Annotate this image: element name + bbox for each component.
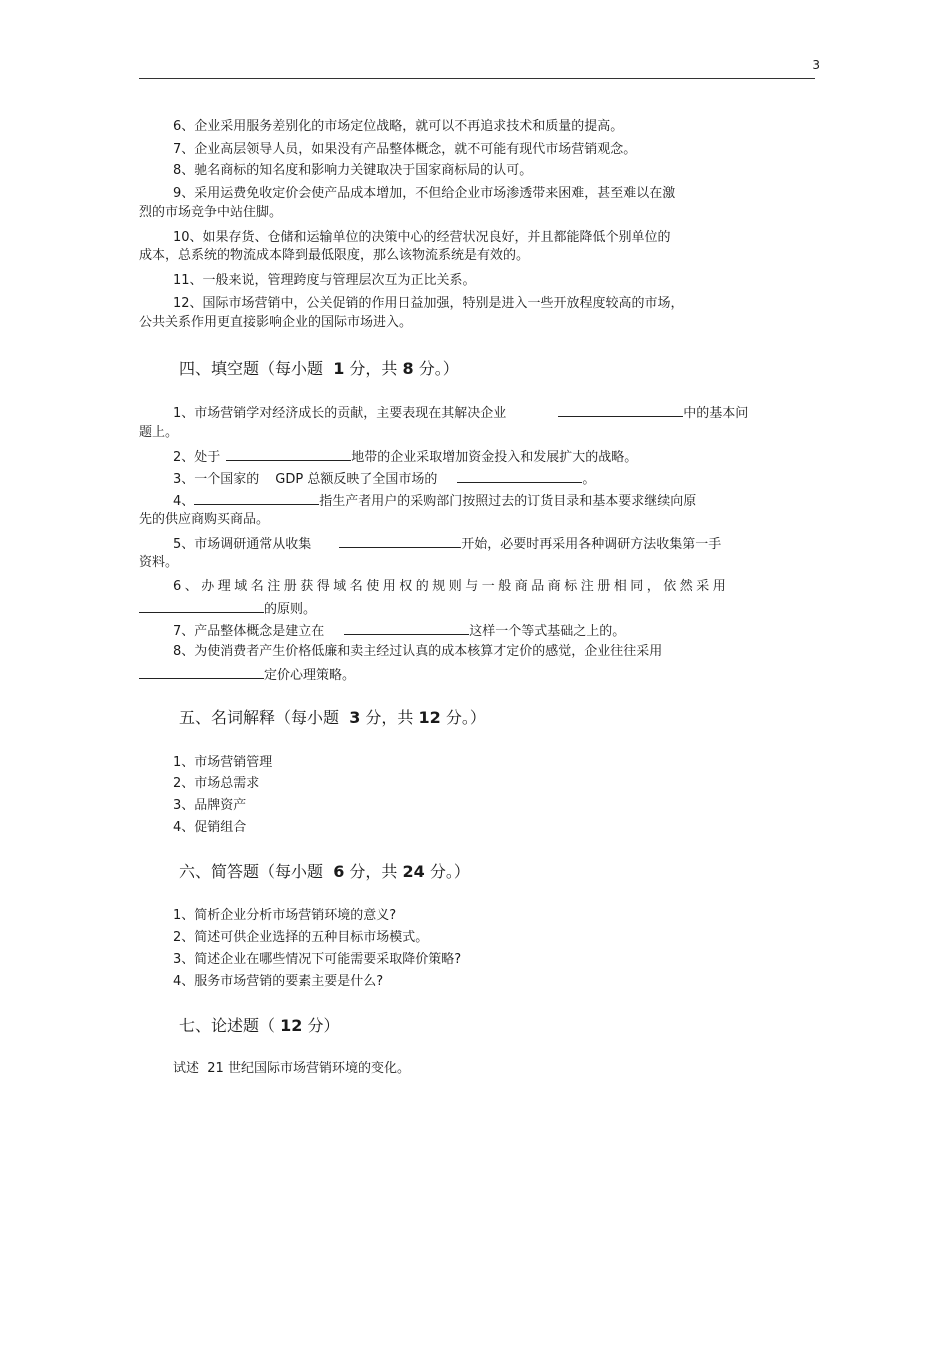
short-answer-item-3: 3、简述企业在哪些情况下可能需要采取降价策略? [173, 952, 462, 967]
fill-item-5: 5、市场调研通常从收集 开始，必要时再采用各种调研方法收集第一手 [173, 537, 722, 552]
answer-blank [344, 622, 469, 635]
fill-item-1-cont: 题上。 [139, 425, 179, 440]
judgement-item-8: 8、驰名商标的知名度和影响力关键取决于国家商标局的认可。 [173, 163, 533, 178]
short-answer-item-4: 4、服务市场营销的要素主要是什么? [173, 974, 384, 989]
fill-item-4-cont: 先的供应商购买商品。 [139, 512, 270, 527]
fill-item-4: 4、 指生产者用户的采购部门按照过去的订货目录和基本要求继续向原 [173, 494, 697, 509]
essay-question: 试述 21 世纪国际市场营销环境的变化。 [173, 1061, 410, 1076]
answer-blank [139, 666, 264, 679]
section-heading-fill-in: 四、填空题（每小题 1 分，共 8 分。） [179, 359, 459, 378]
short-answer-item-1: 1、简析企业分析市场营销环境的意义? [173, 908, 397, 923]
section-heading-essay: 七、论述题（ 12 分） [179, 1016, 340, 1035]
page-number: 3 [812, 58, 820, 72]
answer-blank [558, 404, 683, 417]
judgement-item-7: 7、企业高层领导人员，如果没有产品整体概念，就不可能有现代市场营销观念。 [173, 142, 637, 157]
fill-item-2: 2、处于 地带的企业采取增加资金投入和发展扩大的战略。 [173, 450, 638, 465]
term-item-1: 1、市场营销管理 [173, 755, 273, 770]
term-item-3: 3、品牌资产 [173, 798, 247, 813]
judgement-item-10: 10、如果存货、仓储和运输单位的决策中心的经营状况良好，并且都能降低个别单位的 [173, 230, 671, 245]
judgement-item-10-cont: 成本，总系统的物流成本降到最低限度，那么该物流系统是有效的。 [139, 248, 530, 263]
term-item-2: 2、市场总需求 [173, 776, 260, 791]
fill-item-3: 3、一个国家的 GDP 总额反映了全国市场的 。 [173, 472, 596, 487]
answer-blank [194, 492, 319, 505]
judgement-item-6: 6、企业采用服务差别化的市场定位战略，就可以不再追求技术和质量的提高。 [173, 119, 624, 134]
section-heading-term-explanation: 五、名词解释（每小题 3 分，共 12 分。） [179, 708, 486, 727]
judgement-item-11: 11、一般来说，管理跨度与管理层次互为正比关系。 [173, 273, 476, 288]
short-answer-item-2: 2、简述可供企业选择的五种目标市场模式。 [173, 930, 429, 945]
answer-blank [139, 600, 264, 613]
fill-item-6: 6、办理域名注册获得域名使用权的规则与一般商品商标注册相同，依然采用 [173, 579, 730, 594]
answer-blank [339, 535, 461, 548]
fill-item-7: 7、产品整体概念是建立在 这样一个等式基础之上的。 [173, 624, 626, 639]
judgement-item-9-cont: 烈的市场竞争中站住脚。 [139, 205, 283, 220]
judgement-item-12-cont: 公共关系作用更直接影响企业的国际市场进入。 [139, 315, 413, 330]
fill-item-8-cont: 定价心理策略。 [139, 666, 355, 684]
answer-blank [457, 470, 582, 483]
fill-item-5-cont: 资料。 [139, 555, 179, 570]
section-heading-short-answer: 六、简答题（每小题 6 分，共 24 分。） [179, 862, 470, 881]
term-item-4: 4、促销组合 [173, 820, 247, 835]
fill-item-6-cont: 的原则。 [139, 600, 316, 618]
fill-item-1: 1、市场营销学对经济成长的贡献，主要表现在其解决企业 中的基本问 [173, 406, 749, 421]
judgement-item-9: 9、采用运费免收定价会使产品成本增加，不但给企业市场渗透带来困难，甚至难以在激 [173, 186, 676, 201]
fill-item-8: 8、为使消费者产生价格低廉和卖主经过认真的成本核算才定价的感觉，企业往往采用 [173, 644, 663, 659]
answer-blank [226, 448, 351, 461]
header-rule [139, 78, 815, 79]
judgement-item-12: 12、国际市场营销中，公关促销的作用日益加强，特别是进入一些开放程度较高的市场， [173, 296, 684, 311]
